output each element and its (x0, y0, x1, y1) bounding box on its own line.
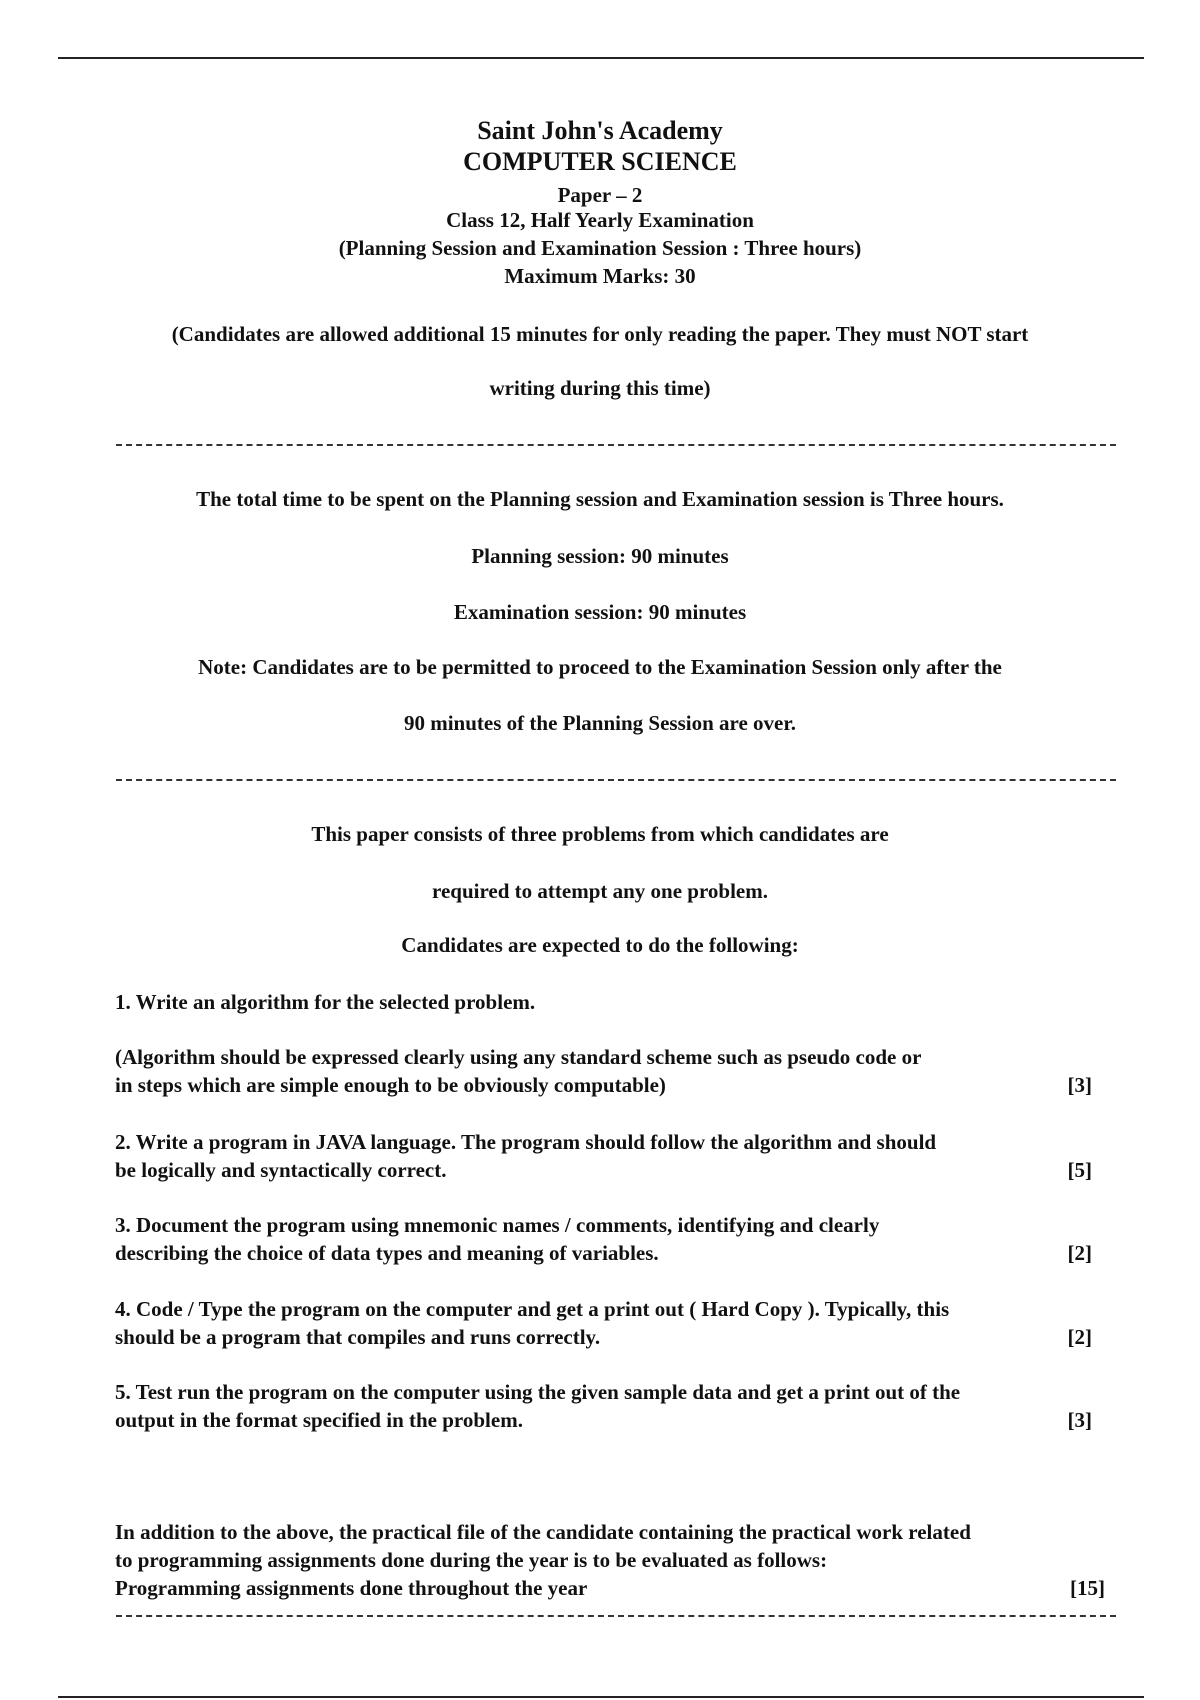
session-info: (Planning Session and Examination Session : Three hours) (338, 236, 862, 260)
subject-title: COMPUTER SCIENCE (463, 147, 737, 176)
marks-badge: [3] (1067, 1408, 1092, 1432)
instruction-line-with-mark (115, 1323, 1090, 1351)
reading-note-line1: (Candidates are allowed additional 15 minutes for only reading the paper. They must NOT start (171, 322, 1029, 346)
instruction-text: output in the format specified in the problem. (115, 1408, 523, 1432)
instruction-item (115, 1211, 1090, 1267)
school-name: Saint John's Academy (477, 116, 723, 145)
exam-title: Class 12, Half Yearly Examination (446, 208, 754, 232)
marks-badge: [2] (1067, 1325, 1092, 1349)
reading-note-line2: writing during this time) (489, 376, 711, 400)
instruction-item (115, 1128, 1090, 1184)
instruction-text: should be a program that compiles and runs correctly. (115, 1325, 601, 1349)
instruction-text: be logically and syntactically correct. (115, 1158, 447, 1182)
marks-badge: [2] (1067, 1241, 1092, 1265)
practical-text: Programming assignments done throughout the year (115, 1576, 588, 1600)
marks-badge: [15] (1070, 1576, 1105, 1600)
marks-badge: [5] (1067, 1158, 1092, 1182)
instruction-item (115, 1295, 1090, 1351)
bottom-rule (58, 1696, 1144, 1698)
instruction-line: 2. Write a program in JAVA language. The program should follow the algorithm and should (115, 1130, 937, 1154)
planning-session: Planning session: 90 minutes (471, 544, 729, 568)
instruction-line: 5. Test run the program on the computer using the given sample data and get a print out of the (115, 1380, 961, 1404)
divider (116, 779, 1116, 781)
instruction-text: describing the choice of data types and meaning of variables. (115, 1241, 659, 1265)
note-line1: Note: Candidates are to be permitted to proceed to the Examination Session only after the (198, 655, 1002, 679)
examination-session: Examination session: 90 minutes (453, 600, 747, 624)
divider (116, 1615, 1116, 1617)
top-rule (58, 57, 1144, 59)
instruction-item (115, 1043, 1090, 1099)
expected-heading: Candidates are expected to do the following: (401, 933, 799, 957)
consists-line1: This paper consists of three problems from which candidates are (311, 822, 889, 846)
practical-line: In addition to the above, the practical file of the candidate containing the practical work related (115, 1520, 971, 1544)
instruction-item (115, 988, 1090, 1016)
consists-line2: required to attempt any one problem. (432, 879, 768, 903)
instruction-line: 4. Code / Type the program on the computer and get a print out ( Hard Copy ). Typically, this (115, 1297, 950, 1321)
practical-line: to programming assignments done during the year is to be evaluated as follows: (115, 1548, 828, 1572)
instruction-line-with-mark (115, 1071, 1090, 1099)
instruction-line-with-mark (115, 1239, 1090, 1267)
instruction-text: in steps which are simple enough to be obviously computable) (115, 1073, 666, 1097)
practical-line-with-mark (115, 1574, 1103, 1602)
marks-badge: [3] (1067, 1073, 1092, 1097)
instruction-item (115, 1378, 1090, 1434)
divider (116, 444, 1116, 446)
maximum-marks: Maximum Marks: 30 (504, 264, 696, 288)
total-time: The total time to be spent on the Planning session and Examination session is Three hours. (196, 487, 1004, 511)
paper-number: Paper – 2 (557, 183, 643, 207)
practical-file-note (115, 1518, 1103, 1602)
instruction-line: 3. Document the program using mnemonic names / comments, identifying and clearly (115, 1213, 880, 1237)
note-line2: 90 minutes of the Planning Session are over. (403, 711, 797, 735)
instruction-line: 1. Write an algorithm for the selected problem. (115, 990, 536, 1014)
instruction-line-with-mark (115, 1156, 1090, 1184)
instruction-line-with-mark (115, 1406, 1090, 1434)
instruction-line: (Algorithm should be expressed clearly using any standard scheme such as pseudo code or (115, 1045, 922, 1069)
